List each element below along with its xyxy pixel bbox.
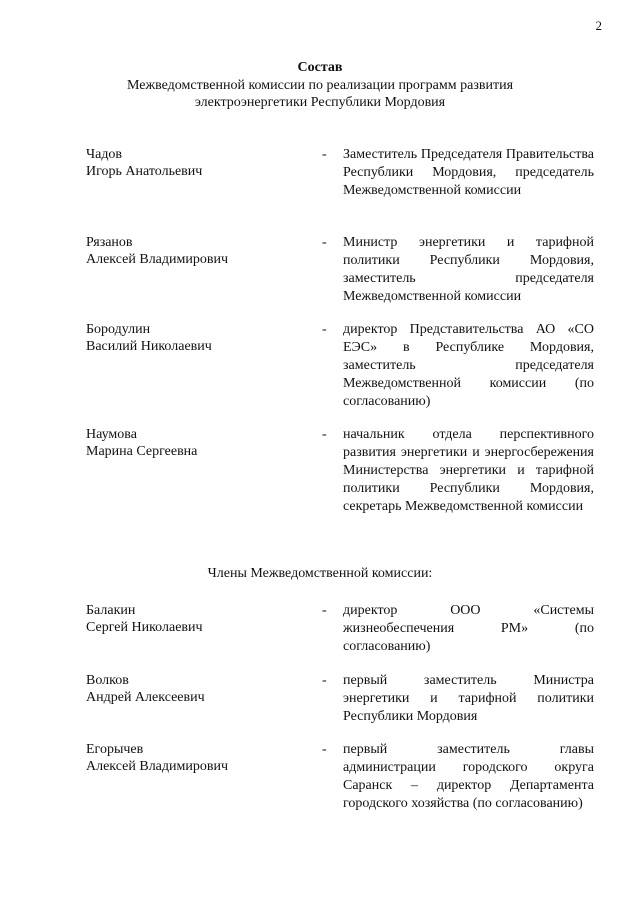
- person-surname: Волков: [86, 673, 129, 688]
- subtitle-line-1: Межведомственной комиссии по реализации программ развития: [126, 78, 514, 93]
- person-name: [86, 234, 306, 268]
- person-name: [86, 602, 306, 636]
- person-given-names: Игорь Анатольевич: [86, 164, 203, 179]
- person-surname: Рязанов: [86, 235, 133, 250]
- person-surname: Бородулин: [86, 322, 151, 337]
- person-given-names: Василий Николаевич: [86, 339, 212, 354]
- person-given-names: Сергей Николаевич: [86, 620, 203, 635]
- person-name: [86, 672, 306, 706]
- entry-dash: -: [322, 742, 327, 757]
- person-role: директор Представительства АО «СО ЕЭС» в Республике Мордовия, заместитель председателя Межведомственной комиссии (по согласованию): [343, 322, 594, 409]
- entry-dash: -: [322, 147, 327, 162]
- person-given-names: Алексей Владимирович: [86, 252, 229, 267]
- person-role: первый заместитель главы администрации городского округа Саранск – директор Департамента городского хозяйства (по согласованию): [343, 742, 594, 811]
- person-name: [86, 426, 306, 460]
- person-given-names: Марина Сергеевна: [86, 444, 198, 459]
- person-surname: Чадов: [86, 147, 123, 162]
- person-role: первый заместитель Министра энергетики и тарифной политики Республики Мордовия: [343, 673, 594, 724]
- person-given-names: Алексей Владимирович: [86, 759, 229, 774]
- entry-dash: -: [322, 322, 327, 337]
- entry-dash: -: [322, 427, 327, 442]
- document-subtitle: [0, 77, 640, 111]
- document-title: Состав: [297, 60, 343, 75]
- person-role: начальник отдела перспективного развития энергетики и энергосбережения Министерства энергетики и тарифной политики Республики Мордовия, секретарь Межведомственной комиссии: [343, 427, 594, 514]
- person-name: [86, 146, 306, 180]
- entry-dash: -: [322, 673, 327, 688]
- page-number: 2: [595, 18, 602, 33]
- person-role: Министр энергетики и тарифной политики Республики Мордовия, заместитель председателя Межведомственной комиссии: [343, 235, 594, 304]
- person-surname: Егорычев: [86, 742, 144, 757]
- person-name: [86, 741, 306, 775]
- person-role: Заместитель Председателя Правительства Республики Мордовия, председатель Межведомственной комиссии: [343, 147, 594, 198]
- members-heading: Члены Межведомственной комиссии:: [207, 566, 433, 581]
- person-role: директор ООО «Системы жизнеобеспечения РМ» (по согласованию): [343, 603, 594, 654]
- person-name: [86, 321, 306, 355]
- person-surname: Балакин: [86, 603, 136, 618]
- entry-dash: -: [322, 603, 327, 618]
- person-surname: Наумова: [86, 427, 137, 442]
- person-given-names: Андрей Алексеевич: [86, 690, 205, 705]
- entry-dash: -: [322, 235, 327, 250]
- subtitle-line-2: электроэнергетики Республики Мордовия: [194, 95, 446, 110]
